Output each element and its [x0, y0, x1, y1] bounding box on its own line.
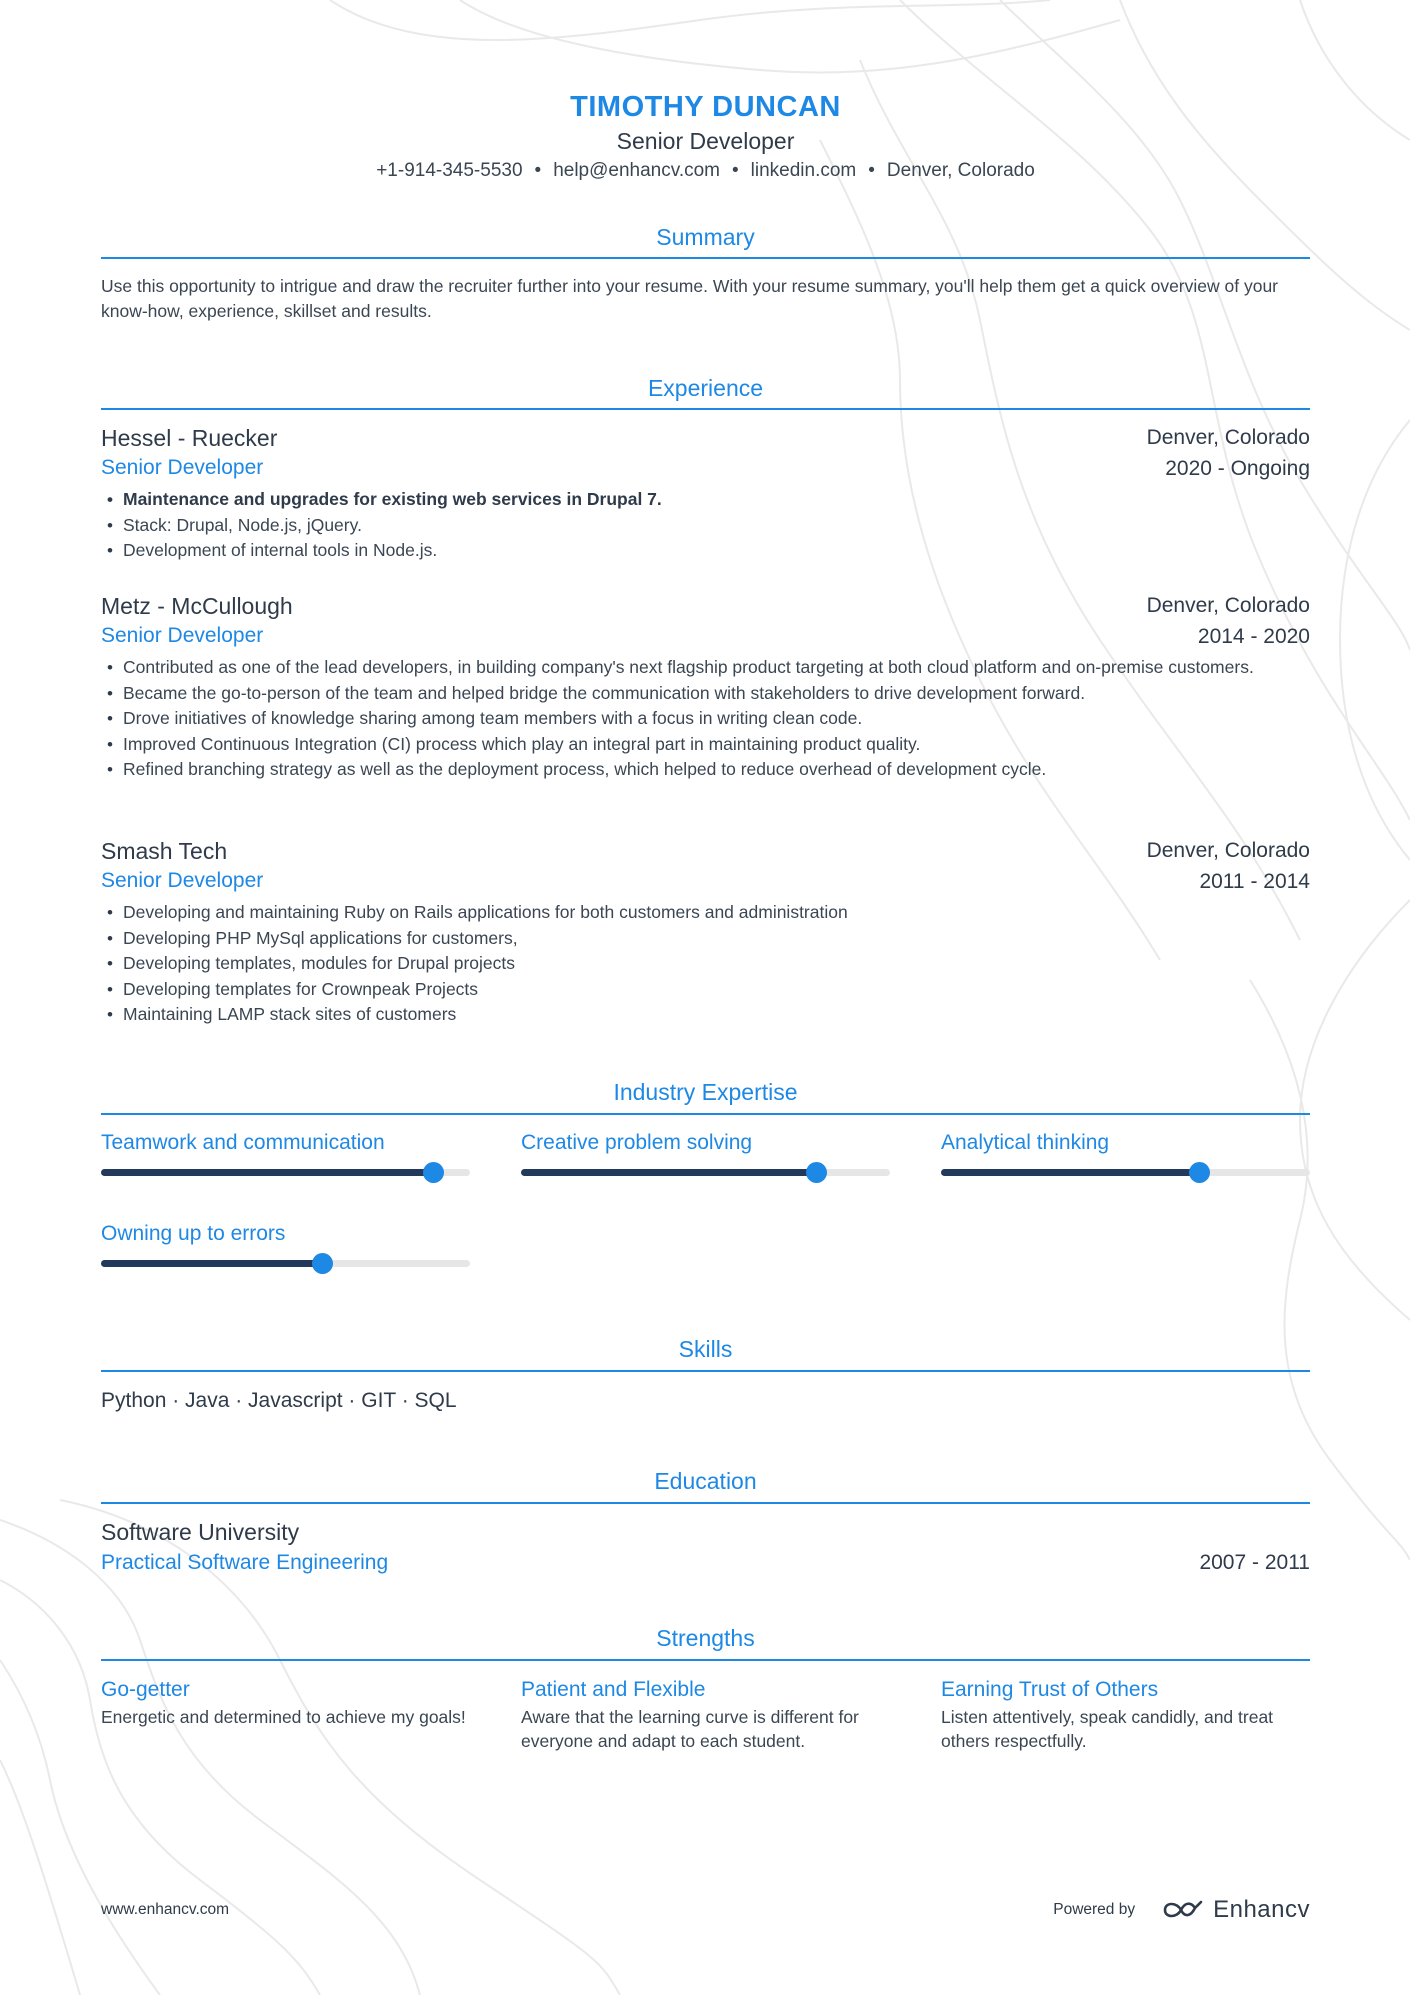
education-dates: 2007 - 2011	[1199, 1551, 1310, 1574]
resume-header	[101, 88, 1310, 186]
school-name: Software University	[101, 1519, 300, 1545]
section-divider	[101, 1113, 1310, 1115]
strength-item	[941, 1675, 1311, 1753]
job-location: Denver, Colorado	[1146, 426, 1310, 449]
footer-branding	[1053, 1890, 1310, 1930]
strength-desc: Aware that the learning curve is different for everyone and adapt to each student.	[521, 1707, 859, 1751]
expertise-fill	[101, 1169, 433, 1176]
separator-dot: •	[534, 160, 542, 181]
list-item: • Refined branching strategy as well as the deployment process, which helped to reduce overhead of development cycle.	[101, 757, 1310, 783]
education-entry	[101, 1517, 1310, 1578]
section-title-education: Education	[654, 1468, 757, 1494]
list-item: • Improved Continuous Integration (CI) process which play an integral part in maintaining product quality.	[101, 732, 1310, 758]
resume-page	[101, 0, 1310, 1995]
section-divider	[101, 1370, 1310, 1372]
experience-entry	[101, 423, 1310, 564]
expertise-bar	[941, 1129, 1310, 1157]
job-location: Denver, Colorado	[1146, 594, 1310, 617]
list-item: • Contributed as one of the lead developers, in building company's next flagship product targeting at both cloud platform and on-premise customers.	[101, 655, 1310, 681]
expertise-knob	[1189, 1162, 1210, 1183]
job-bullets	[101, 655, 1310, 783]
job-dates: 2011 - 2014	[1199, 870, 1310, 893]
job-title: Senior Developer	[101, 624, 264, 647]
contact-line	[101, 156, 1310, 186]
summary-text: Use this opportunity to intrigue and draw the recruiter further into your resume. With your resume summary, you'll help them get a quick overview of your know-how, experience, skillset and results.	[101, 276, 1279, 321]
expertise-fill	[101, 1260, 322, 1267]
strength-item	[101, 1675, 471, 1730]
expertise-fill	[521, 1169, 816, 1176]
powered-by-label: Powered by	[1053, 1901, 1136, 1918]
footer-website[interactable]: www.enhancv.com	[101, 1901, 230, 1918]
list-item: • Maintenance and upgrades for existing web services in Drupal 7.	[101, 487, 1310, 513]
list-item: • Stack: Drupal, Node.js, jQuery.	[101, 513, 1310, 539]
brand-name: Enhancv	[1213, 1896, 1310, 1923]
separator-dot: •	[868, 160, 875, 181]
job-bullets	[101, 487, 1310, 564]
section-title-skills: Skills	[678, 1336, 733, 1362]
list-item: • Maintaining LAMP stack sites of customers	[101, 1002, 1310, 1028]
expertise-knob	[423, 1162, 444, 1183]
email[interactable]: help@enhancv.com	[553, 160, 720, 181]
expertise-fill	[941, 1169, 1199, 1176]
company-name: Metz - McCullough	[101, 593, 293, 619]
expertise-bar	[101, 1129, 470, 1157]
list-item: • Developing templates for Crownpeak Projects	[101, 977, 1310, 1003]
section-title-summary: Summary	[656, 224, 755, 250]
job-dates: 2014 - 2020	[1197, 625, 1310, 648]
strength-title: Earning Trust of Others	[941, 1678, 1159, 1701]
list-item: • Drove initiatives of knowledge sharing among team members with a focus in writing clean code.	[101, 706, 1310, 732]
job-bullets	[101, 900, 1310, 1028]
list-item: • Developing and maintaining Ruby on Rails applications for both customers and administration	[101, 900, 1310, 926]
strength-item	[521, 1675, 891, 1753]
separator-dot: •	[732, 160, 739, 181]
company-name: Hessel - Ruecker	[101, 425, 278, 451]
list-item: • Developing templates, modules for Drupal projects	[101, 951, 1310, 977]
section-title-industry-expertise: Industry Expertise	[613, 1079, 798, 1105]
section-title-strengths: Strengths	[656, 1625, 755, 1651]
phone[interactable]: +1-914-345-5530	[376, 160, 523, 181]
expertise-label: Creative problem solving	[521, 1131, 753, 1154]
section-divider	[101, 408, 1310, 410]
expertise-bar	[101, 1220, 470, 1248]
linkedin[interactable]: linkedin.com	[750, 160, 857, 181]
degree-name: Practical Software Engineering	[101, 1551, 389, 1574]
section-title-experience: Experience	[647, 375, 764, 401]
job-dates: 2020 - Ongoing	[1165, 457, 1310, 480]
expertise-bar	[521, 1129, 890, 1157]
job-location: Denver, Colorado	[1146, 839, 1310, 862]
section-divider	[101, 257, 1310, 259]
section-divider	[101, 1502, 1310, 1504]
expertise-knob	[312, 1253, 333, 1274]
skills-list: Python · Java · Javascript · GIT · SQL	[101, 1389, 457, 1412]
location: Denver, Colorado	[886, 160, 1035, 181]
list-item: • Developing PHP MySql applications for customers,	[101, 926, 1310, 952]
candidate-name: TIMOTHY DUNCAN	[570, 91, 841, 123]
strength-title: Patient and Flexible	[521, 1678, 706, 1701]
list-item: • Became the go-to-person of the team and helped bridge the communication with stakeholders to drive development forward.	[101, 681, 1310, 707]
expertise-label: Analytical thinking	[941, 1131, 1110, 1154]
strength-desc: Listen attentively, speak candidly, and treat others respectfully.	[941, 1707, 1274, 1751]
expertise-label: Teamwork and communication	[101, 1131, 385, 1154]
list-item: • Development of internal tools in Node.js.	[101, 538, 1310, 564]
strength-desc: Energetic and determined to achieve my goals!	[101, 1707, 466, 1727]
strength-title: Go-getter	[101, 1678, 190, 1701]
experience-entry	[101, 591, 1310, 783]
enhancv-logo-icon	[1161, 1898, 1207, 1922]
experience-entry	[101, 836, 1310, 1028]
expertise-knob	[806, 1162, 827, 1183]
company-name: Smash Tech	[101, 838, 228, 864]
job-title: Senior Developer	[101, 456, 264, 479]
section-divider	[101, 1659, 1310, 1661]
candidate-role: Senior Developer	[616, 128, 795, 154]
expertise-label: Owning up to errors	[101, 1222, 286, 1245]
job-title: Senior Developer	[101, 869, 264, 892]
